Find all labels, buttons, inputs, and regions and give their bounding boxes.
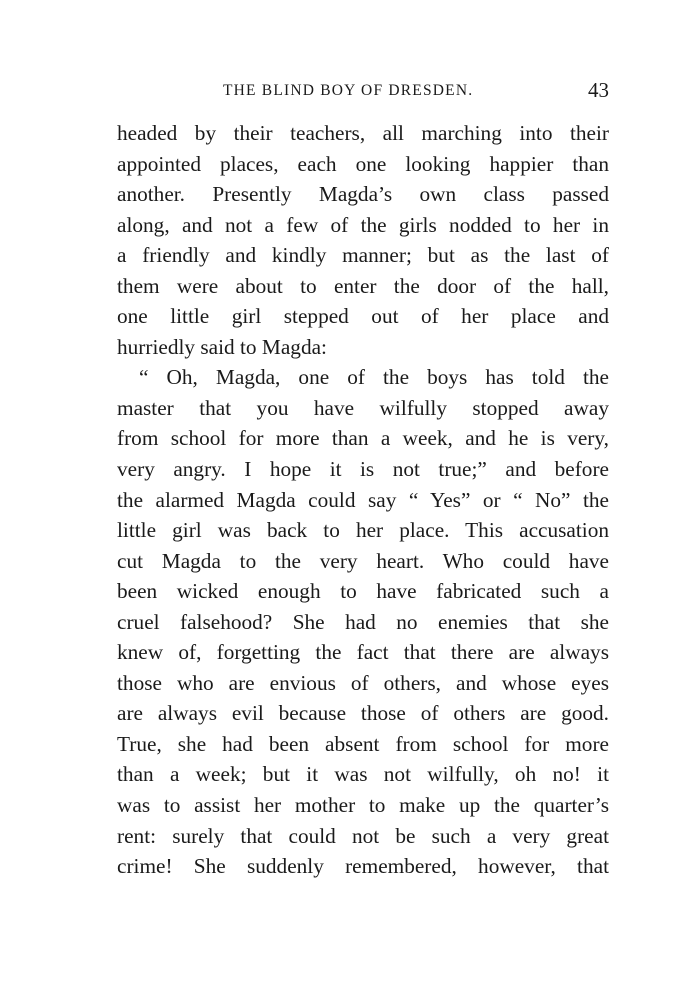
text-line: cut Magda to the very heart. Who could have xyxy=(117,548,609,573)
text-line: those who are envious of others, and whose eyes xyxy=(117,670,609,695)
running-head xyxy=(117,78,609,104)
text-line: been wicked enough to have fabricated such a xyxy=(117,579,609,604)
page-number: 43 xyxy=(588,78,609,102)
text-line: “ Oh, Magda, one of the boys has told the xyxy=(139,365,609,390)
text-line: from school for more than a week, and he is very, xyxy=(117,426,609,451)
text-line: master that you have wilfully stopped away xyxy=(117,395,609,420)
text-line: them were about to enter the door of the hall, xyxy=(117,273,609,298)
text-line: crime! She suddenly remembered, however, that xyxy=(117,854,609,879)
text-line: little girl was back to her place. This accusation xyxy=(117,518,609,543)
text-line: cruel falsehood? She had no enemies that she xyxy=(117,609,609,634)
running-title: THE BLIND BOY OF DRESDEN. xyxy=(223,82,474,99)
text-line: one little girl stepped out of her place and xyxy=(117,304,609,329)
text-line: along, and not a few of the girls nodded to her in xyxy=(117,212,609,237)
text-line: was to assist her mother to make up the quarter’s xyxy=(117,793,609,818)
text-line: are always evil because those of others are good. xyxy=(117,701,609,726)
text-line: headed by their teachers, all marching into their xyxy=(117,121,609,145)
text-line: the alarmed Magda could say “ Yes” or “ No” the xyxy=(117,487,609,512)
text-line: very angry. I hope it is not true;” and before xyxy=(117,457,609,482)
text-line: than a week; but it was not wilfully, oh no! it xyxy=(117,762,609,787)
body-text xyxy=(117,118,609,882)
text-line: hurriedly said to Magda: xyxy=(117,334,327,359)
text-line: appointed places, each one looking happier than xyxy=(117,151,609,176)
text-line: another. Presently Magda’s own class passed xyxy=(117,182,609,207)
text-line: knew of, forgetting the fact that there are always xyxy=(117,640,609,665)
text-line: a friendly and kindly manner; but as the last of xyxy=(117,243,609,268)
text-line: rent: surely that could not be such a very great xyxy=(117,823,609,848)
text-line: True, she had been absent from school for more xyxy=(117,731,609,756)
